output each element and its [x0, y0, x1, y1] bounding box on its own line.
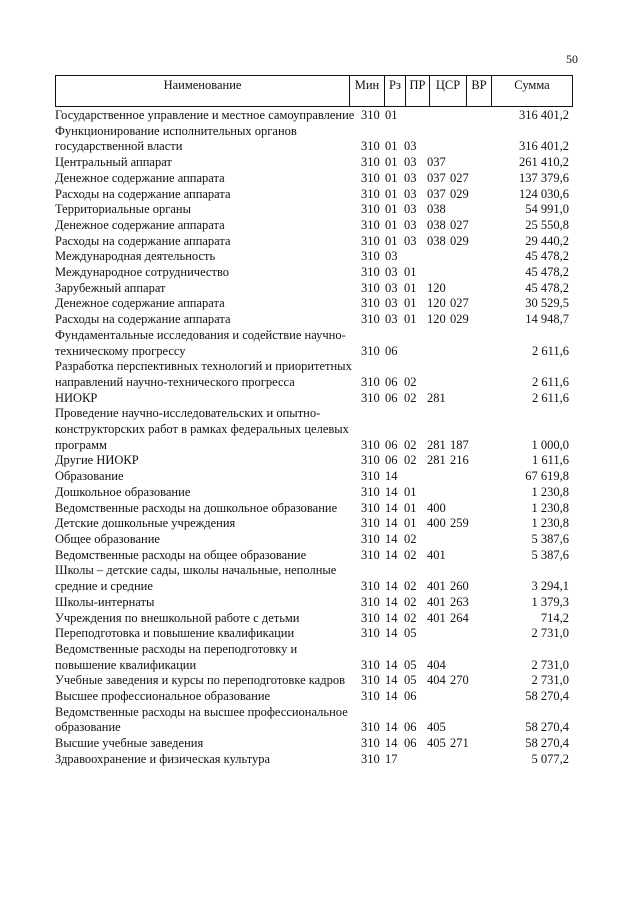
table-row — [55, 469, 575, 485]
table-row — [55, 296, 575, 312]
row-codes — [361, 516, 476, 532]
row-name: Учебные заведения и курсы по переподготовке кадров — [55, 673, 345, 688]
table-row — [55, 249, 575, 265]
row-name: Учреждения по внешкольной работе с детьми — [55, 610, 300, 625]
row-pr: 01 — [404, 280, 417, 295]
row-codes — [361, 548, 476, 564]
row-name: Разработка перспективных технологий и приоритетных направлений научно-технического прогресса — [55, 359, 352, 389]
row-sum: 2 731,0 — [531, 626, 569, 641]
row-min: 310 — [361, 155, 380, 170]
table-row — [55, 501, 575, 517]
row-codes — [361, 187, 476, 203]
header-rz: Рз — [385, 76, 406, 106]
row-pr: 02 — [404, 547, 417, 562]
row-csr: 400 — [427, 516, 446, 531]
row-pr: 06 — [404, 720, 417, 735]
row-sum: 2 611,6 — [531, 390, 569, 405]
row-name: Расходы на содержание аппарата — [55, 233, 231, 248]
row-codes — [361, 171, 476, 187]
table-row — [55, 736, 575, 752]
row-rz: 14 — [385, 500, 398, 515]
row-vr: 027 — [450, 217, 469, 232]
row-min: 310 — [361, 280, 380, 295]
table-row — [55, 108, 575, 124]
row-name: Школы-интернаты — [55, 594, 155, 609]
row-codes — [361, 155, 476, 171]
row-pr: 03 — [404, 139, 417, 154]
row-vr: 216 — [450, 453, 469, 468]
row-csr: 405 — [427, 736, 446, 751]
table-row — [55, 705, 575, 736]
row-sum: 30 529,5 — [525, 296, 569, 311]
row-min: 310 — [361, 594, 380, 609]
row-name: Ведомственные расходы на дошкольное образование — [55, 500, 338, 515]
row-csr: 120 — [427, 280, 446, 295]
row-rz: 14 — [385, 531, 398, 546]
table-row — [55, 406, 575, 453]
row-csr: 281 — [427, 453, 446, 468]
row-sum: 45 478,2 — [525, 265, 569, 280]
row-codes — [361, 752, 476, 768]
table-row — [55, 155, 575, 171]
row-rz: 06 — [385, 453, 398, 468]
row-min: 310 — [361, 610, 380, 625]
row-name: Дошкольное образование — [55, 484, 191, 499]
row-sum: 5 387,6 — [531, 547, 569, 562]
row-name: Расходы на содержание аппарата — [55, 312, 231, 327]
row-pr: 06 — [404, 689, 417, 704]
row-csr: 281 — [427, 390, 446, 405]
row-min: 310 — [361, 343, 380, 358]
row-name: Высшие учебные заведения — [55, 736, 204, 751]
table-row — [55, 642, 575, 673]
row-pr: 03 — [404, 217, 417, 232]
row-min: 310 — [361, 500, 380, 515]
row-codes — [361, 438, 476, 454]
row-codes — [361, 202, 476, 218]
row-pr: 02 — [404, 579, 417, 594]
row-sum: 54 991,0 — [525, 202, 569, 217]
table-row — [55, 673, 575, 689]
table-row — [55, 391, 575, 407]
row-sum: 1 000,0 — [531, 437, 569, 452]
row-codes — [361, 296, 476, 312]
row-min: 310 — [361, 516, 380, 531]
row-pr: 02 — [404, 610, 417, 625]
row-name: Расходы на содержание аппарата — [55, 186, 231, 201]
row-sum: 58 270,4 — [525, 720, 569, 735]
row-vr: 029 — [450, 186, 469, 201]
row-codes — [361, 673, 476, 689]
row-rz: 14 — [385, 720, 398, 735]
header-min: Мин — [350, 76, 385, 106]
row-codes — [361, 218, 476, 234]
row-min: 310 — [361, 720, 380, 735]
row-vr: 187 — [450, 437, 469, 452]
row-rz: 03 — [385, 249, 398, 264]
table-row — [55, 265, 575, 281]
table-row — [55, 563, 575, 594]
row-rz: 14 — [385, 469, 398, 484]
row-min: 310 — [361, 312, 380, 327]
row-name: Другие НИОКР — [55, 453, 139, 468]
row-pr: 01 — [404, 312, 417, 327]
row-name: Высшее профессиональное образование — [55, 689, 271, 704]
row-name: Проведение научно-исследовательских и опытно-конструкторских работ в рамках федеральных целевых программ — [55, 406, 349, 452]
row-min: 310 — [361, 139, 380, 154]
row-csr: 401 — [427, 594, 446, 609]
row-name: Фундаментальные исследования и содействие научно-техническому прогрессу — [55, 327, 346, 358]
row-sum: 2 731,0 — [531, 657, 569, 672]
row-pr: 02 — [404, 531, 417, 546]
row-codes — [361, 234, 476, 250]
row-min: 310 — [361, 531, 380, 546]
row-pr: 03 — [404, 186, 417, 201]
row-pr: 03 — [404, 202, 417, 217]
row-sum: 316 401,2 — [519, 108, 569, 122]
row-min: 310 — [361, 186, 380, 201]
row-vr: 027 — [450, 296, 469, 311]
row-sum: 124 030,6 — [519, 186, 569, 201]
row-codes — [361, 658, 476, 674]
row-rz: 01 — [385, 202, 398, 217]
table-row — [55, 359, 575, 390]
table-row — [55, 485, 575, 501]
row-rz: 01 — [385, 155, 398, 170]
row-min: 310 — [361, 265, 380, 280]
row-codes — [361, 720, 476, 736]
row-min: 310 — [361, 249, 380, 264]
header-csr: ЦСР — [430, 76, 467, 106]
page-number: 50 — [566, 52, 578, 66]
row-codes — [361, 312, 476, 328]
row-codes — [361, 139, 476, 155]
table-body — [55, 108, 575, 768]
row-name: Денежное содержание аппарата — [55, 296, 225, 311]
row-sum: 45 478,2 — [525, 249, 569, 264]
row-vr: 259 — [450, 516, 469, 531]
row-csr: 038 — [427, 202, 446, 217]
row-rz: 06 — [385, 374, 398, 389]
row-codes — [361, 108, 476, 124]
row-name: Функционирование исполнительных органов государственной власти — [55, 123, 297, 154]
row-rz: 03 — [385, 296, 398, 311]
table-row — [55, 516, 575, 532]
row-min: 310 — [361, 374, 380, 389]
row-min: 310 — [361, 170, 380, 185]
row-rz: 01 — [385, 170, 398, 185]
row-min: 310 — [361, 626, 380, 641]
table-row — [55, 689, 575, 705]
table-row — [55, 202, 575, 218]
row-name: Образование — [55, 469, 124, 484]
table-row — [55, 626, 575, 642]
row-sum: 3 294,1 — [531, 579, 569, 594]
row-rz: 01 — [385, 108, 398, 122]
table-row — [55, 312, 575, 328]
row-name: Ведомственные расходы на переподготовку и повышение квалификации — [55, 641, 298, 672]
row-pr: 03 — [404, 233, 417, 248]
row-pr: 02 — [404, 453, 417, 468]
row-pr: 03 — [404, 170, 417, 185]
row-name: Центральный аппарат — [55, 155, 172, 170]
row-rz: 14 — [385, 547, 398, 562]
row-min: 310 — [361, 296, 380, 311]
row-min: 310 — [361, 736, 380, 751]
row-csr: 120 — [427, 312, 446, 327]
row-rz: 01 — [385, 217, 398, 232]
row-vr: 029 — [450, 312, 469, 327]
row-csr: 405 — [427, 720, 446, 735]
row-csr: 404 — [427, 657, 446, 672]
row-sum: 1 230,8 — [531, 500, 569, 515]
row-min: 310 — [361, 689, 380, 704]
row-sum: 261 410,2 — [519, 155, 569, 170]
row-name: Территориальные органы — [55, 202, 192, 217]
row-sum: 25 550,8 — [525, 217, 569, 232]
table-row — [55, 171, 575, 187]
row-csr: 400 — [427, 500, 446, 515]
row-codes — [361, 501, 476, 517]
row-sum: 45 478,2 — [525, 280, 569, 295]
row-name: Ведомственные расходы на высшее профессиональное образование — [55, 704, 348, 735]
row-name: Здравоохранение и физическая культура — [55, 751, 271, 766]
row-pr: 05 — [404, 657, 417, 672]
row-vr: 271 — [450, 736, 469, 751]
row-name: Общее образование — [55, 531, 160, 546]
row-rz: 14 — [385, 689, 398, 704]
row-sum: 2 611,6 — [531, 374, 569, 389]
row-rz: 01 — [385, 186, 398, 201]
row-min: 310 — [361, 751, 380, 766]
row-csr: 401 — [427, 610, 446, 625]
row-min: 310 — [361, 217, 380, 232]
table-row — [55, 234, 575, 250]
row-name: Детские дошкольные учреждения — [55, 516, 236, 531]
row-csr: 404 — [427, 673, 446, 688]
row-pr: 02 — [404, 437, 417, 452]
row-sum: 5 077,2 — [531, 751, 569, 766]
row-pr: 03 — [404, 155, 417, 170]
row-codes — [361, 736, 476, 752]
row-csr: 037 — [427, 155, 446, 170]
row-sum: 1 230,8 — [531, 516, 569, 531]
row-rz: 14 — [385, 673, 398, 688]
row-min: 310 — [361, 657, 380, 672]
row-pr: 05 — [404, 673, 417, 688]
row-codes — [361, 265, 476, 281]
row-vr: 270 — [450, 673, 469, 688]
row-rz: 14 — [385, 736, 398, 751]
row-min: 310 — [361, 484, 380, 499]
row-min: 310 — [361, 673, 380, 688]
row-pr: 02 — [404, 390, 417, 405]
row-csr: 037 — [427, 170, 446, 185]
row-name: Школы – детские сады, школы начальные, неполные средние и средние — [55, 563, 337, 594]
header-vr: ВР — [467, 76, 492, 106]
table-row — [55, 595, 575, 611]
row-sum: 58 270,4 — [525, 736, 569, 751]
row-name: НИОКР — [55, 390, 98, 405]
row-name: Международное сотрудничество — [55, 265, 230, 280]
row-name: Денежное содержание аппарата — [55, 170, 225, 185]
row-rz: 01 — [385, 139, 398, 154]
header-name: Наименование — [56, 76, 350, 106]
row-codes — [361, 281, 476, 297]
row-rz: 03 — [385, 265, 398, 280]
row-codes — [361, 611, 476, 627]
table-row — [55, 124, 575, 155]
row-csr: 401 — [427, 547, 446, 562]
row-csr: 281 — [427, 437, 446, 452]
row-pr: 01 — [404, 296, 417, 311]
row-vr: 029 — [450, 233, 469, 248]
table-row — [55, 328, 575, 359]
table-row — [55, 281, 575, 297]
row-min: 310 — [361, 233, 380, 248]
row-csr: 120 — [427, 296, 446, 311]
row-min: 310 — [361, 453, 380, 468]
row-pr: 06 — [404, 736, 417, 751]
row-sum: 2 611,6 — [531, 343, 569, 358]
row-csr: 038 — [427, 217, 446, 232]
row-min: 310 — [361, 547, 380, 562]
row-name: Зарубежный аппарат — [55, 280, 166, 295]
table-row — [55, 453, 575, 469]
row-rz: 03 — [385, 280, 398, 295]
table-row — [55, 611, 575, 627]
row-pr: 01 — [404, 516, 417, 531]
row-codes — [361, 453, 476, 469]
row-pr: 01 — [404, 500, 417, 515]
row-codes — [361, 532, 476, 548]
row-rz: 14 — [385, 626, 398, 641]
row-pr: 02 — [404, 594, 417, 609]
table-row — [55, 752, 575, 768]
row-vr: 264 — [450, 610, 469, 625]
row-min: 310 — [361, 437, 380, 452]
row-name: Переподготовка и повышение квалификации — [55, 626, 295, 641]
row-rz: 14 — [385, 657, 398, 672]
header-sum: Сумма — [514, 78, 550, 92]
row-sum: 1 611,6 — [531, 453, 569, 468]
table-row — [55, 548, 575, 564]
row-vr: 027 — [450, 170, 469, 185]
row-min: 310 — [361, 390, 380, 405]
row-sum: 1 230,8 — [531, 484, 569, 499]
table-row — [55, 532, 575, 548]
row-sum: 5 387,6 — [531, 531, 569, 546]
row-name: Денежное содержание аппарата — [55, 217, 225, 232]
row-name: Государственное управление и местное самоуправление — [55, 108, 355, 122]
row-codes — [361, 626, 476, 642]
row-sum: 29 440,2 — [525, 233, 569, 248]
row-pr: 05 — [404, 626, 417, 641]
row-rz: 14 — [385, 610, 398, 625]
row-min: 310 — [361, 202, 380, 217]
row-pr: 01 — [404, 484, 417, 499]
row-csr: 401 — [427, 579, 446, 594]
row-rz: 06 — [385, 437, 398, 452]
row-rz: 06 — [385, 343, 398, 358]
row-vr: 263 — [450, 594, 469, 609]
row-csr: 037 — [427, 186, 446, 201]
row-rz: 14 — [385, 579, 398, 594]
row-pr: 02 — [404, 374, 417, 389]
row-min: 310 — [361, 469, 380, 484]
row-rz: 03 — [385, 312, 398, 327]
row-min: 310 — [361, 108, 380, 122]
row-sum: 67 619,8 — [525, 469, 569, 484]
table-row — [55, 218, 575, 234]
row-csr: 038 — [427, 233, 446, 248]
row-rz: 14 — [385, 594, 398, 609]
header-pr: ПР — [406, 76, 430, 106]
row-sum: 58 270,4 — [525, 689, 569, 704]
row-sum: 14 948,7 — [525, 312, 569, 327]
row-codes — [361, 344, 476, 360]
row-codes — [361, 391, 476, 407]
row-min: 310 — [361, 579, 380, 594]
row-codes — [361, 595, 476, 611]
row-rz: 14 — [385, 484, 398, 499]
row-codes — [361, 579, 476, 595]
row-codes — [361, 689, 476, 705]
row-rz: 17 — [385, 751, 398, 766]
row-sum: 316 401,2 — [519, 139, 569, 154]
row-vr: 260 — [450, 579, 469, 594]
row-sum: 2 731,0 — [531, 673, 569, 688]
row-rz: 06 — [385, 390, 398, 405]
row-sum: 137 379,6 — [519, 170, 569, 185]
table-header — [55, 75, 573, 107]
row-codes — [361, 469, 476, 485]
row-codes — [361, 375, 476, 391]
row-rz: 14 — [385, 516, 398, 531]
row-rz: 01 — [385, 233, 398, 248]
row-sum: 1 379,3 — [531, 594, 569, 609]
row-pr: 01 — [404, 265, 417, 280]
row-codes — [361, 485, 476, 501]
table-row — [55, 187, 575, 203]
row-name: Ведомственные расходы на общее образование — [55, 547, 307, 562]
row-codes — [361, 249, 476, 265]
row-sum: 714,2 — [540, 610, 569, 625]
row-name: Международная деятельность — [55, 249, 216, 264]
